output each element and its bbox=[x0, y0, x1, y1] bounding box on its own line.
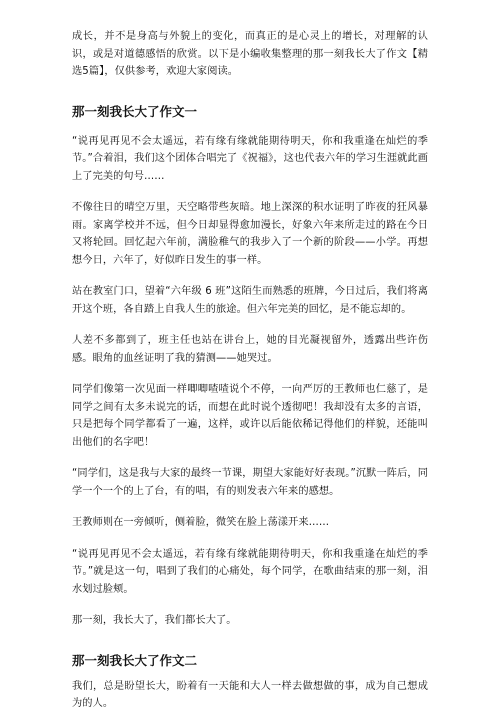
article-1-paragraph: 人差不多都到了，班主任也站在讲台上，她的目光凝视留外，透露出些许伤感。眼角的血丝证明了我的猜测——她哭过。 bbox=[72, 335, 428, 364]
document-page bbox=[0, 28, 500, 709]
article-1-paragraph: 王教师则在一旁倾听，侧着脸，微笑在脸上荡漾开来…… bbox=[72, 517, 330, 528]
article-1-heading: 那一刻我长大了作文一 bbox=[72, 103, 198, 119]
article-2-first-line: 我们，总是盼望长大，盼着有一天能和大人一样去做想做的事，成为自己想成为的人。 bbox=[72, 680, 428, 709]
article-1-paragraph: 那一刻，我长大了，我们都长大了。 bbox=[72, 615, 237, 626]
article-1-paragraph: “说再见再见不会太遥远，若有缘有缘就能期待明天，你和我重逢在灿烂的季节。”就是这一句，唱到了我们的心痛处，每个同学，在歌曲结束的那一刻，泪水划过脸颊。 bbox=[72, 548, 428, 595]
article-1-paragraph: 站在教室门口，望着“六年级 6 班”这陌生而熟悉的班牌，今日过后，我们将离开这个班，各自踏上自我人生的旅途。但六年完美的回忆，是不能忘却的。 bbox=[72, 286, 428, 315]
article-1-paragraph: 不像往日的晴空万里，天空略带些灰暗。地上深深的积水证明了昨夜的狂风暴雨。家离学校并不远，但今日却显得愈加漫长，好象六年来所走过的路在今日又将轮回。回忆起六年前，满脸稚气的我步入了一个新的阶段——小学。再想想今日，六年了，好似昨日发生的事一样。 bbox=[72, 202, 428, 266]
article-2-heading: 那一刻我长大了作文二 bbox=[72, 652, 198, 668]
article-1-paragraph: “同学们，这是我与大家的最终一节课，期望大家能好好表现。”沉默一阵后，同学一个一个的上了台，有的唱，有的则发表六年来的感想。 bbox=[72, 468, 428, 497]
article-1-paragraph: “说再见再见不会太遥远，若有缘有缘就能期待明天，你和我重逢在灿烂的季节。”合着泪，我们这个团体合唱完了《祝福》，这也代表六年的学习生涯就此画上了完美的句号…… bbox=[72, 135, 428, 182]
article-1-paragraph: 同学们像第一次见面一样唧唧喳喳说个不停，一向严厉的王教师也仁慈了，是同学之间有太多未说完的话，而想在此时说个透彻吧！我却没有太多的言语，只是把每个同学都看了一遍，这样，或许以后能依稀记得他们的样貌，还能叫出他们的名字吧！ bbox=[72, 384, 428, 448]
intro-paragraph: 成长，并不是身高与外貌上的变化，而真正的是心灵上的增长，对理解的认识，或是对道德感悟的欣赏。以下是小编收集整理的那一刻我长大了作文【精选5篇】，仅供参考，欢迎大家阅读。 bbox=[72, 31, 428, 77]
